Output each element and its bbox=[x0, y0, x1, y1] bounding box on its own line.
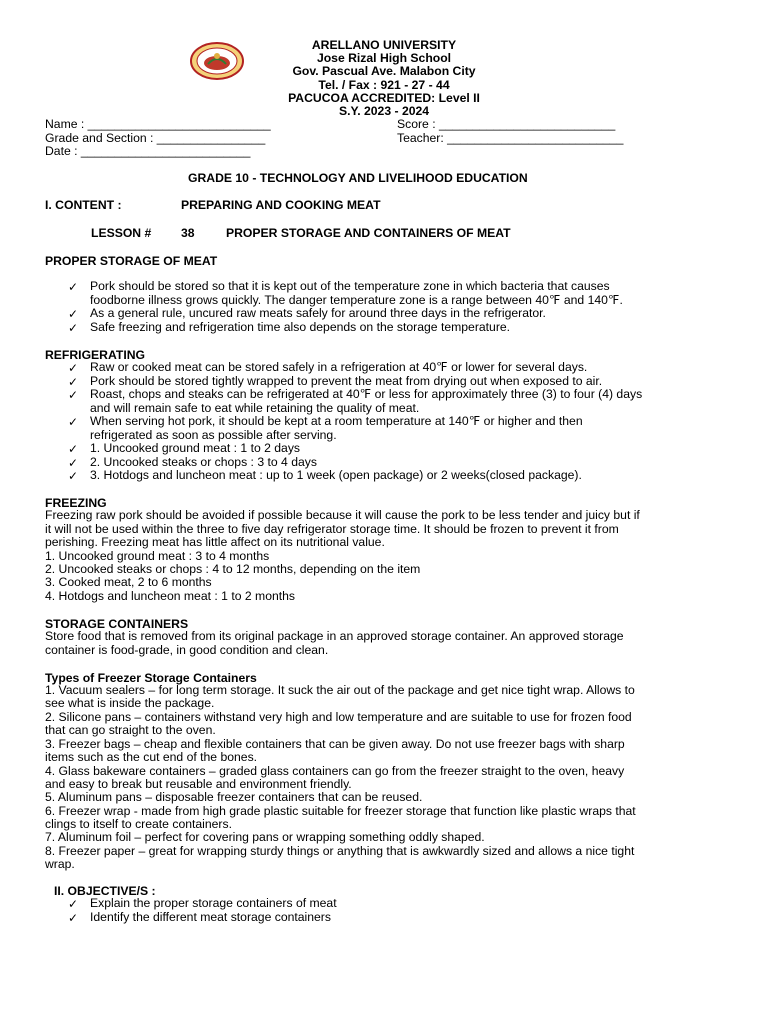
accreditation: PACUCOA ACCREDITED: Level II bbox=[288, 91, 480, 105]
containers-line: container is food-grade, in good condition and clean. bbox=[45, 643, 329, 657]
refrigerating-item: Raw or cooked meat can be stored safely in a refrigeration at 40℉ or lower for several days. bbox=[90, 360, 588, 374]
school-year: S.Y. 2023 - 2024 bbox=[338, 104, 430, 118]
check-icon: ✓ bbox=[68, 442, 79, 456]
storage-heading: PROPER STORAGE OF MEAT bbox=[45, 254, 218, 268]
university-name: ARELLANO UNIVERSITY bbox=[311, 38, 457, 52]
freezing-heading: FREEZING bbox=[45, 496, 107, 510]
objectives-heading: II. OBJECTIVE/S : bbox=[54, 884, 156, 898]
containers-heading: STORAGE CONTAINERS bbox=[45, 617, 189, 631]
teacher-field[interactable]: Teacher: __________________________ bbox=[397, 131, 624, 145]
check-icon: ✓ bbox=[68, 469, 79, 483]
date-field[interactable]: Date : _________________________ bbox=[45, 144, 251, 158]
school-name: Jose Rizal High School bbox=[316, 51, 452, 65]
check-icon: ✓ bbox=[68, 307, 79, 321]
objective-item: Identify the different meat storage containers bbox=[90, 910, 331, 924]
refrigerating-item: and will remain safe to eat while retaining the quality of meat. bbox=[90, 401, 420, 415]
freezing-line: Freezing raw pork should be avoided if possible because it will cause the pork to be less tender and juicy but if bbox=[45, 508, 640, 522]
freezing-line: 3. Cooked meat, 2 to 6 months bbox=[45, 575, 212, 589]
types-heading: Types of Freezer Storage Containers bbox=[45, 671, 257, 685]
score-field[interactable]: Score : __________________________ bbox=[397, 117, 616, 131]
content-label: I. CONTENT : bbox=[45, 198, 122, 212]
types-line: and easy to break but reusable and environment friendly. bbox=[45, 777, 352, 791]
objective-item: Explain the proper storage containers of meat bbox=[90, 896, 337, 910]
check-icon: ✓ bbox=[68, 388, 79, 402]
storage-item: Pork should be stored so that it is kept out of the temperature zone in which bacteria that causes bbox=[90, 279, 610, 293]
freezing-line: it will not be used within the three to five day refrigerator storage time. It should be frozen to prevent it from bbox=[45, 522, 619, 536]
types-line: 3. Freezer bags – cheap and flexible containers that can be given away. Do not use freezer bags with sharp bbox=[45, 737, 625, 751]
name-field[interactable]: Name : ___________________________ bbox=[45, 117, 271, 131]
types-line: 8. Freezer paper – great for wrapping sturdy things or anything that is awkwardly sized and allows a nice tight bbox=[45, 844, 635, 858]
types-line: 6. Freezer wrap - made from high grade plastic suitable for freezer storage that function like plastic wraps that bbox=[45, 804, 636, 818]
types-line: 5. Aluminum pans – disposable freezer containers that can be reused. bbox=[45, 790, 423, 804]
check-icon: ✓ bbox=[68, 280, 79, 294]
types-line: 1. Vacuum sealers – for long term storage. It suck the air out of the package and get nice tight wrap. Allows to bbox=[45, 683, 635, 697]
check-icon: ✓ bbox=[68, 897, 79, 911]
refrigerating-heading: REFRIGERATING bbox=[45, 348, 145, 362]
check-icon: ✓ bbox=[68, 321, 79, 335]
types-line: see what is inside the package. bbox=[45, 696, 215, 710]
subject-title: GRADE 10 - TECHNOLOGY AND LIVELIHOOD EDUCATION bbox=[188, 171, 528, 185]
types-line: that can go straight to the oven. bbox=[45, 723, 216, 737]
storage-item: foodborne illness grows quickly. The danger temperature zone is a range between 40℉ and 140℉. bbox=[90, 293, 623, 307]
check-icon: ✓ bbox=[68, 911, 79, 925]
types-line: wrap. bbox=[45, 857, 75, 871]
freezing-line: 2. Uncooked steaks or chops : 4 to 12 months, depending on the item bbox=[45, 562, 421, 576]
refrigerating-item: 3. Hotdogs and luncheon meat : up to 1 week (open package) or 2 weeks(closed package). bbox=[90, 468, 582, 482]
types-line: items such as the cut end of the bones. bbox=[45, 750, 258, 764]
types-line: clings to itself to create containers. bbox=[45, 817, 232, 831]
types-line: 7. Aluminum foil – perfect for covering pans or wrapping something oddly shaped. bbox=[45, 830, 485, 844]
types-line: 4. Glass bakeware containers – graded glass containers can go from the freezer straight to the oven, heavy bbox=[45, 764, 625, 778]
lesson-label: LESSON # bbox=[91, 226, 152, 240]
check-icon: ✓ bbox=[68, 361, 79, 375]
refrigerating-item: Roast, chops and steaks can be refrigerated at 40℉ or less for approximately three (3) to four (4) days bbox=[90, 387, 643, 401]
content-title: PREPARING AND COOKING MEAT bbox=[181, 198, 381, 212]
school-telephone: Tel. / Fax : 921 - 27 - 44 bbox=[318, 78, 450, 92]
freezing-line: 4. Hotdogs and luncheon meat : 1 to 2 months bbox=[45, 589, 296, 603]
grade-section-field[interactable]: Grade and Section : ________________ bbox=[45, 131, 266, 145]
freezing-line: 1. Uncooked ground meat : 3 to 4 months bbox=[45, 549, 270, 563]
storage-item: Safe freezing and refrigeration time also depends on the storage temperature. bbox=[90, 320, 511, 334]
refrigerating-item: refrigerated as soon as possible after serving. bbox=[90, 428, 337, 442]
lesson-title: PROPER STORAGE AND CONTAINERS OF MEAT bbox=[226, 226, 511, 240]
containers-line: Store food that is removed from its original package in an approved storage container. An approved storage bbox=[45, 629, 624, 643]
storage-item: As a general rule, uncured raw meats safely for around three days in the refrigerator. bbox=[90, 306, 546, 320]
check-icon: ✓ bbox=[68, 456, 79, 470]
lesson-number: 38 bbox=[181, 226, 195, 240]
types-line: 2. Silicone pans – containers withstand very high and low temperature and are suitable to use for frozen food bbox=[45, 710, 632, 724]
check-icon: ✓ bbox=[68, 415, 79, 429]
school-address: Gov. Pascual Ave. Malabon City bbox=[292, 64, 476, 78]
refrigerating-item: Pork should be stored tightly wrapped to prevent the meat from drying out when exposed to air. bbox=[90, 374, 603, 388]
refrigerating-item: When serving hot pork, it should be kept at a room temperature at 140℉ or higher and then bbox=[90, 414, 583, 428]
refrigerating-item: 2. Uncooked steaks or chops : 3 to 4 days bbox=[90, 455, 317, 469]
check-icon: ✓ bbox=[68, 375, 79, 389]
freezing-line: perishing. Freezing meat has little affect on its nutritional value. bbox=[45, 535, 385, 549]
refrigerating-item: 1. Uncooked ground meat : 1 to 2 days bbox=[90, 441, 301, 455]
